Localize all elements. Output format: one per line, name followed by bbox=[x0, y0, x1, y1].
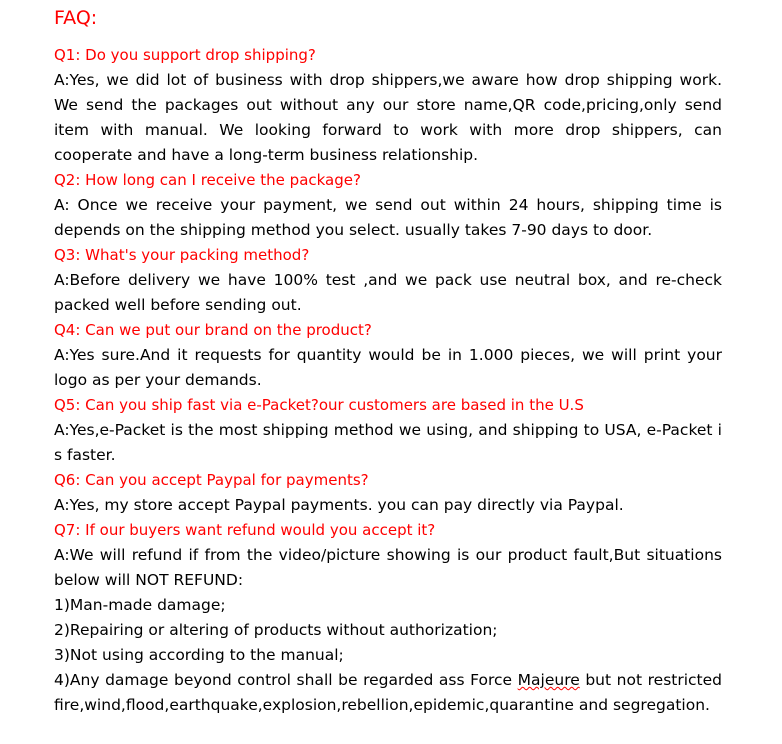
refund-exclusion-3: 3)Not using according to the manual; bbox=[54, 646, 344, 664]
answer-3: A:Before delivery we have 100% test ,and we pack use neutral box, and re-check packed well before sending out. bbox=[54, 271, 722, 314]
question-5: Q5: Can you ship fast via e-Packet?our customers are based in the U.S bbox=[54, 396, 584, 414]
refund-exclusion-4 bbox=[54, 668, 722, 718]
answer-2: A: Once we receive your payment, we send out within 24 hours, shipping time is depends on the shipping method you select. usually takes 7-90 days to door. bbox=[54, 196, 722, 239]
answer-7: A:We will refund if from the video/picture showing is our product fault,But situations below will NOT REFUND: bbox=[54, 546, 722, 589]
exclusion-4-text-end: but not restricted fire,wind,flood,earthquake,explosion,rebellion,epidemic,quarantine and segregation. bbox=[54, 671, 723, 714]
refund-exclusion-1: 1)Man-made damage; bbox=[54, 596, 226, 614]
answer-4: A:Yes sure.And it requests for quantity would be in 1.000 pieces, we will print your logo as per your demands. bbox=[54, 346, 722, 389]
spellcheck-flagged-word: Majeure bbox=[517, 671, 580, 689]
question-6: Q6: Can you accept Paypal for payments? bbox=[54, 471, 369, 489]
question-1: Q1: Do you support drop shipping? bbox=[54, 46, 316, 64]
faq-title: FAQ: bbox=[54, 7, 98, 29]
exclusion-4-text-start: 4)Any damage beyond control shall be regarded ass Force bbox=[54, 671, 518, 689]
answer-6: A:Yes, my store accept Paypal payments. you can pay directly via Paypal. bbox=[54, 496, 624, 514]
question-2: Q2: How long can I receive the package? bbox=[54, 171, 361, 189]
refund-exclusion-2: 2)Repairing or altering of products without authorization; bbox=[54, 621, 498, 639]
question-4: Q4: Can we put our brand on the product? bbox=[54, 321, 372, 339]
faq-document bbox=[54, 6, 722, 718]
answer-1: A:Yes, we did lot of business with drop shippers,we aware how drop shipping work. We send the packages out without any our store name,QR code,pricing,only send item with manual. We looking forward to work with more drop shippers, can cooperate and have a long-term business relationship. bbox=[54, 71, 722, 164]
answer-5: A:Yes,e-Packet is the most shipping method we using, and shipping to USA, e-Packet i s faster. bbox=[54, 421, 722, 464]
question-7: Q7: If our buyers want refund would you accept it? bbox=[54, 521, 436, 539]
question-3: Q3: What's your packing method? bbox=[54, 246, 310, 264]
